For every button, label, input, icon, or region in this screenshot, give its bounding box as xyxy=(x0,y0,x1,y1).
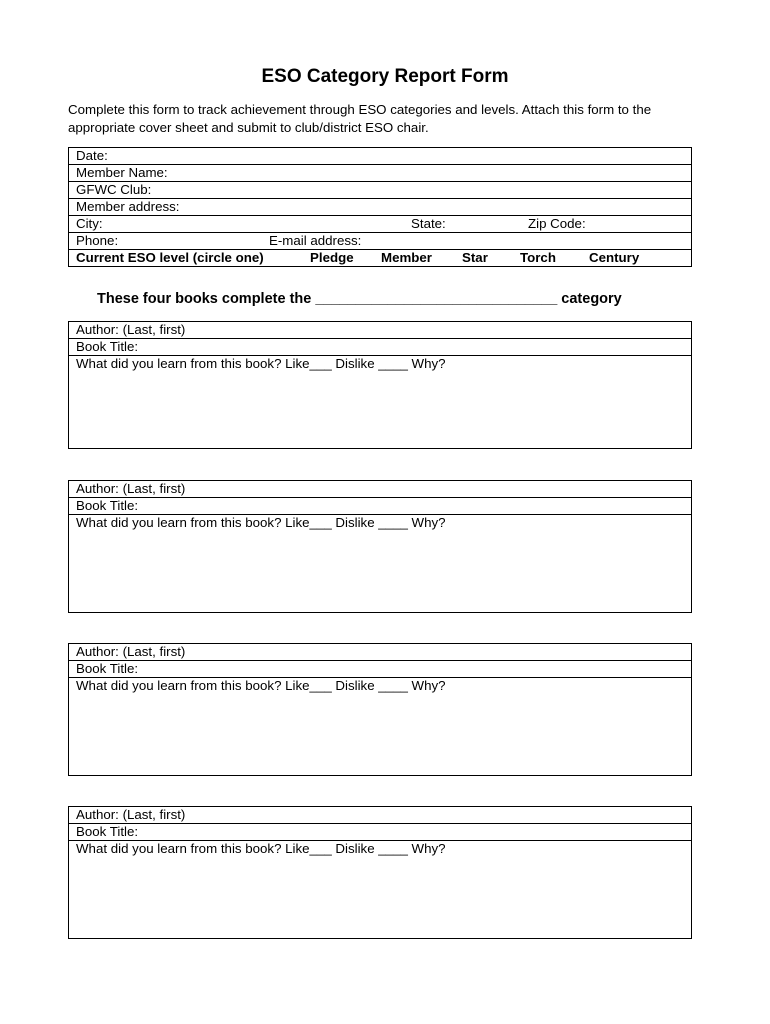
learned-question: What did you learn from this book? Like___ Dislike ____ Why? xyxy=(76,678,446,693)
learned-field[interactable] xyxy=(69,678,692,776)
book-entry-4 xyxy=(68,806,692,939)
eso-level-label: Current ESO level (circle one) xyxy=(76,250,264,265)
member-address-field[interactable] xyxy=(69,199,692,216)
book-title-field[interactable] xyxy=(69,824,692,841)
learned-field[interactable] xyxy=(69,841,692,939)
book-title-field[interactable] xyxy=(69,661,692,678)
book-title-label: Book Title: xyxy=(76,824,139,839)
date-label: Date: xyxy=(76,148,108,163)
author-label: Author: (Last, first) xyxy=(76,807,186,822)
book-entry-3 xyxy=(68,643,692,776)
zip-label: Zip Code: xyxy=(528,216,586,231)
author-field[interactable] xyxy=(69,322,692,339)
gfwc-club-field[interactable] xyxy=(69,182,692,199)
level-torch[interactable]: Torch xyxy=(520,250,556,265)
learned-question: What did you learn from this book? Like___ Dislike ____ Why? xyxy=(76,841,446,856)
author-field[interactable] xyxy=(69,644,692,661)
book-title-label: Book Title: xyxy=(76,498,139,513)
book-title-field[interactable] xyxy=(69,498,692,515)
author-field[interactable] xyxy=(69,807,692,824)
book-entry-1 xyxy=(68,321,692,449)
author-label: Author: (Last, first) xyxy=(76,481,186,496)
book-entry-2 xyxy=(68,480,692,613)
phone-label: Phone: xyxy=(76,233,119,248)
author-field[interactable] xyxy=(69,481,692,498)
learned-question: What did you learn from this book? Like___ Dislike ____ Why? xyxy=(76,515,446,530)
date-field[interactable] xyxy=(69,148,692,165)
page-title: ESO Category Report Form xyxy=(261,66,509,87)
city-state-zip-field[interactable] xyxy=(69,216,692,233)
member-name-field[interactable] xyxy=(69,165,692,182)
state-label: State: xyxy=(411,216,446,231)
book-title-label: Book Title: xyxy=(76,339,139,354)
level-star[interactable]: Star xyxy=(462,250,488,265)
member-name-label: Member Name: xyxy=(76,165,168,180)
learned-field[interactable] xyxy=(69,515,692,613)
gfwc-club-label: GFWC Club: xyxy=(76,182,152,197)
member-address-label: Member address: xyxy=(76,199,180,214)
phone-email-field[interactable] xyxy=(69,233,692,250)
city-label: City: xyxy=(76,216,103,231)
learned-question: What did you learn from this book? Like___ Dislike ____ Why? xyxy=(76,356,446,371)
eso-level-row xyxy=(69,250,692,267)
learned-field[interactable] xyxy=(69,356,692,449)
author-label: Author: (Last, first) xyxy=(76,644,186,659)
instructions: Complete this form to track achievement through ESO categories and levels. Attach this form to the appropriate cover sheet and submit to club/district ESO chair. xyxy=(68,102,652,135)
member-info-table xyxy=(68,147,692,267)
level-pledge[interactable]: Pledge xyxy=(310,250,354,265)
email-label: E-mail address: xyxy=(269,233,362,248)
category-statement: These four books complete the ______________________________ category xyxy=(97,291,622,307)
level-member[interactable]: Member xyxy=(381,250,432,265)
book-title-label: Book Title: xyxy=(76,661,139,676)
book-title-field[interactable] xyxy=(69,339,692,356)
level-century[interactable]: Century xyxy=(589,250,640,265)
author-label: Author: (Last, first) xyxy=(76,322,186,337)
